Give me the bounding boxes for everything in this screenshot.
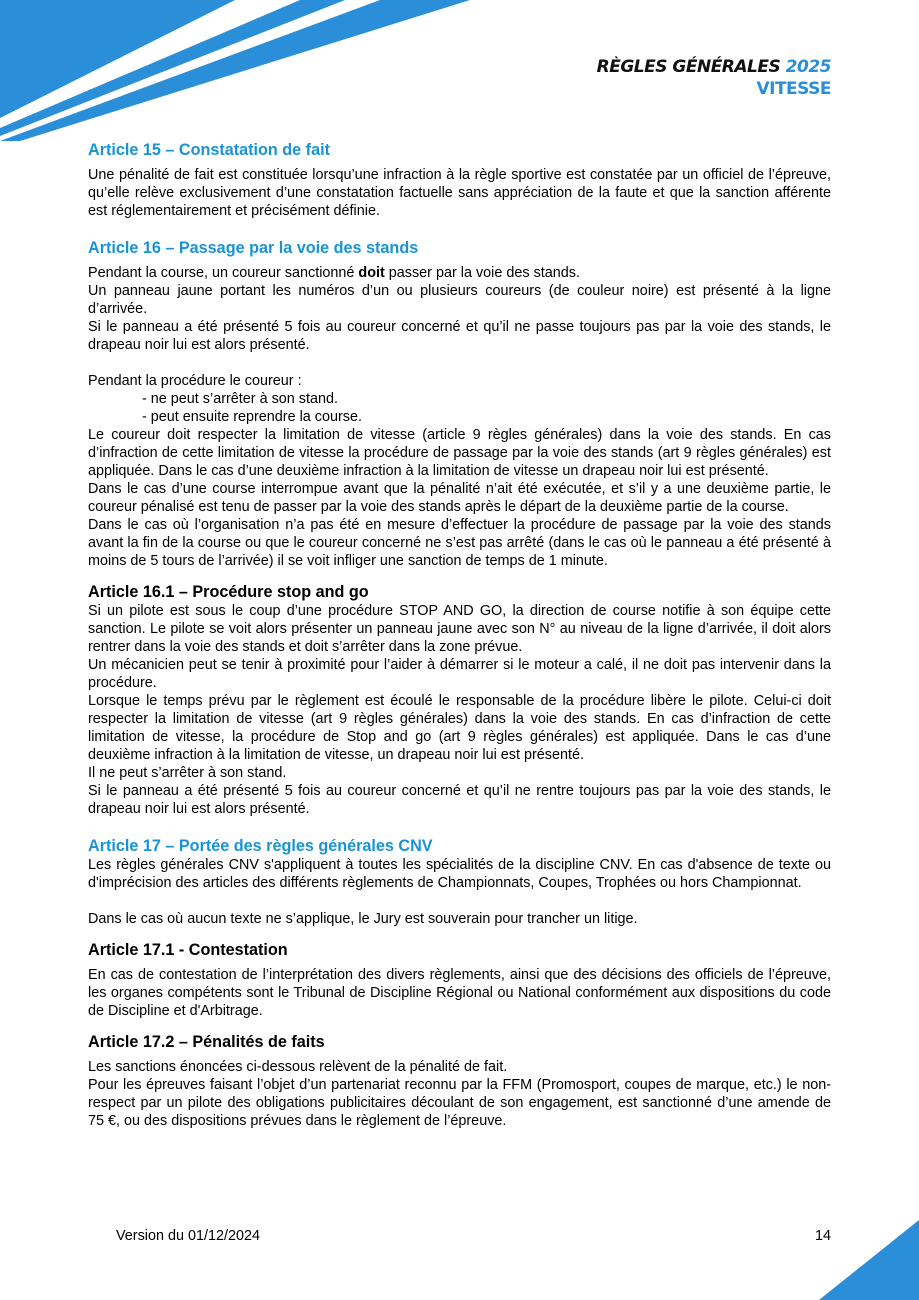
bold-doit: doit <box>358 265 385 281</box>
footer-version: Version du 01/12/2024 <box>116 1228 261 1244</box>
article-17-paragraph-2: Dans le cas où aucun texte ne s’applique, le Jury est souverain pour trancher un litige. <box>88 911 638 927</box>
article-17-paragraph-1: Les règles générales CNV s'appliquent à toutes les spécialités de la discipline CNV. En cas d'absence de texte ou d'imprécision des articles des différents règlements de Championnats, Coupes, Trophées ou hors Championnat. <box>88 857 831 891</box>
footer-corner-triangle-decoration <box>819 1220 919 1300</box>
article-17-2-heading: Article 17.2 – Pénalités de faits <box>88 1033 325 1051</box>
article-16-1-paragraph-3: Lorsque le temps prévu par le règlement est écoulé le responsable de la procédure libère le pilote. Celui-ci doit respecter la limitation de vitesse (art 9 règles générales) dans la voie des stands. En cas d’infraction de cette limitation de vitesse, la procédure de Stop and go (art 9 règles générales) est appliquée. Dans le cas d’une deuxième infraction à la limitation de vitesse, un drapeau noir lui est présenté. <box>88 693 831 763</box>
article-16-paragraph-3: Si le panneau a été présenté 5 fois au coureur concerné et qu’il ne passe toujours pas par la voie des stands, le drapeau noir lui est alors présenté. <box>88 319 831 353</box>
article-16-1-paragraph-1: Si un pilote est sous le coup d’une procédure STOP AND GO, la direction de course notifie à son équipe cette sanction. Le pilote se voit alors présenter un panneau jaune avec son N° au niveau de la ligne d’arrivée, il doit alors rentrer dans la voie des stands et doit s’arrêter dans la zone prévue. <box>88 603 831 655</box>
article-16-list-item-1: - ne peut s’arrêter à son stand. <box>142 391 338 407</box>
article-17-2-paragraph-1: Les sanctions énoncées ci-dessous relèvent de la pénalité de fait. <box>88 1059 508 1075</box>
article-16-paragraph-2: Un panneau jaune portant les numéros d’un ou plusieurs coureurs (de couleur noire) est présenté à la ligne d’arrivée. <box>88 283 831 317</box>
article-17-1-paragraph: En cas de contestation de l’interprétation des divers règlements, ainsi que des décisions des officiels de l’épreuve, les organes compétents sont le Tribunal de Discipline Régional ou National conformément aux dispositions du code de Discipline et d'Arbitrage. <box>88 967 831 1019</box>
brand-year: 2025 <box>785 57 831 77</box>
document-brand-title <box>597 56 831 100</box>
article-16-1-paragraph-2: Un mécanicien peut se tenir à proximité pour l’aider à démarrer si le moteur a calé, il ne doit pas intervenir dans la procédure. <box>88 657 831 691</box>
article-16-paragraph-7: Dans le cas où l’organisation n’a pas été en mesure d’effectuer la procédure de passage par la voie des stands avant la fin de la course ou que le coureur concerné ne s’est pas arrêté (dans le cas où le panneau a été présenté à moins de 5 tours de l’arrivée) il se voit infliger une sanction de temps de 1 minute. <box>88 517 831 569</box>
article-17-2-paragraph-2: Pour les épreuves faisant l’objet d’un partenariat reconnu par la FFM (Promosport, coupes de marque, etc.) le non-respect par un pilote des obligations publicitaires découlant de son engagement, est sanctionné d’une amende de 75 €, ou des dispositions prévues dans le règlement de l’épreuve. <box>88 1077 831 1129</box>
article-16-1-heading: Article 16.1 – Procédure stop and go <box>88 583 369 601</box>
brand-title-text: RÈGLES GÉNÉRALES <box>596 57 781 77</box>
article-16-paragraph-5: Le coureur doit respecter la limitation de vitesse (article 9 règles générales) dans la voie des stands. En cas d’infraction de cette limitation de vitesse la procédure de passage par la voie des stands (art 9 règles générales) est appliquée. Dans le cas d’une deuxième infraction à la limitation de vitesse un drapeau noir lui est présenté. <box>88 427 831 479</box>
article-16-list-item-2: - peut ensuite reprendre la course. <box>142 409 362 425</box>
article-17-1-heading: Article 17.1 - Contestation <box>88 941 288 959</box>
article-16-paragraph-1: Pendant la course, un coureur sanctionné doit passer par la voie des stands. <box>88 265 580 281</box>
article-16-paragraph-6: Dans le cas d’une course interrompue avant que la pénalité n’ait été exécutée, et s’il y a une deuxième partie, le coureur pénalisé est tenu de passer par la voie des stands après le départ de la deuxième partie de la course. <box>88 481 831 515</box>
document-body <box>88 140 831 1130</box>
brand-subtitle: VITESSE <box>756 79 831 99</box>
article-16-1-paragraph-5: Si le panneau a été présenté 5 fois au coureur concerné et qu’il ne rentre toujours pas par la voie des stands, le drapeau noir lui est alors présenté. <box>88 783 831 817</box>
article-16-1-paragraph-4: Il ne peut s’arrêter à son stand. <box>88 765 287 781</box>
article-15-paragraph: Une pénalité de fait est constituée lorsqu’une infraction à la règle sportive est constatée par un officiel de l’épreuve, qu’elle relève exclusivement d’une constatation factuelle sans appréciation de la faute et que la sanction afférente est réglementairement et précisément définie. <box>88 167 831 219</box>
header-stripes-decoration <box>0 0 480 145</box>
article-16-heading: Article 16 – Passage par la voie des stands <box>88 239 419 257</box>
article-17-heading: Article 17 – Portée des règles générales CNV <box>88 837 433 855</box>
footer-page-number: 14 <box>814 1228 831 1244</box>
article-15-heading: Article 15 – Constatation de fait <box>88 141 330 159</box>
article-16-paragraph-4: Pendant la procédure le coureur : <box>88 373 302 389</box>
